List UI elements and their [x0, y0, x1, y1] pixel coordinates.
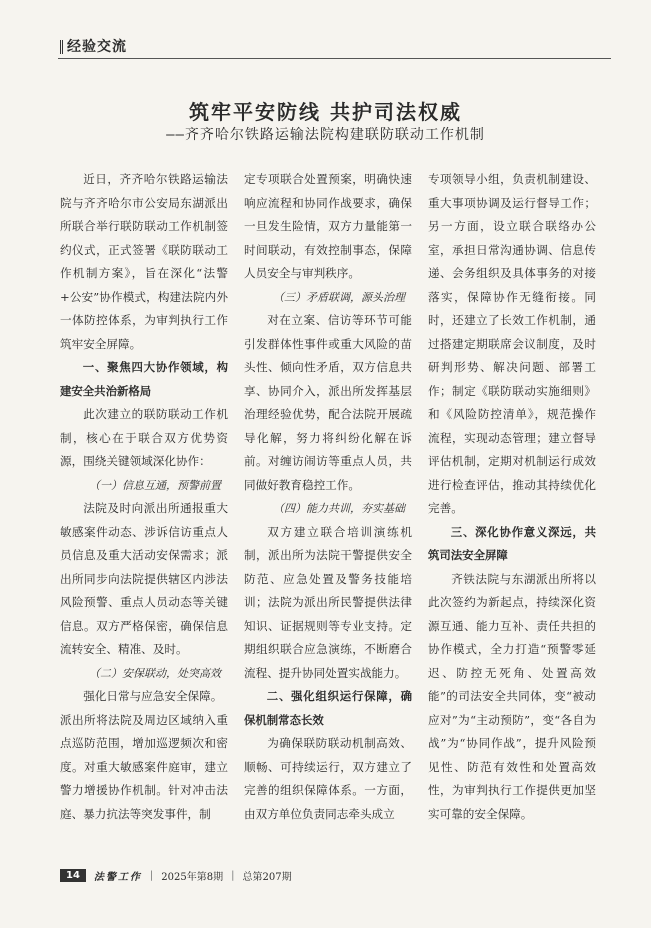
article-subtitle: ——齐齐哈尔铁路运输法院构建联防联动工作机制 — [166, 127, 485, 143]
paragraph: 专项领导小组，负责机制建设、重大事项协调及运行督导工作；另一方面，设立联合联络办公室，承担日常沟通协调、信息传递、会务组织及具体事务的对接落实，保障协作无缝衔接。同时，还建立了长效工作机制，通过搭建定期联席会议制度，及时研判形势、解决问题、部署工作；制定《联防联动实施细则》和《风险防控清单》，规范操作流程，实现动态管理；建立督导评估机制，定期对机制运行成效进行检查评估，推动其持续优化完善。 — [428, 172, 596, 515]
journal-name: 法警工作 — [93, 872, 142, 883]
section-heading-3: 三、深化协作意义深远，共筑司法安全屏障 — [428, 524, 596, 562]
article-title: 筑牢平安防线 共护司法权威 — [189, 100, 462, 124]
paragraph: 近日，齐齐哈尔铁路运输法院与齐齐哈尔市公安局东湖派出所联合举行联防联动工作机制签约仪式，正式签署《联防联动工作机制方案》，旨在深化“法警+公安”协作模式，构建法院内外一体防控体系，为审判执行工作筑牢安全屏障。 — [60, 172, 228, 351]
paragraph: 双方建立联合培训演练机制，派出所为法院干警提供安全防范、应急处置及警务技能培训；法院为派出所民警提供法律知识、证据规则等专业支持。定期组织联合应急演练，不断磨合流程、提升协同处置实战能力。 — [244, 524, 412, 680]
page-number: 14 — [60, 869, 86, 882]
column-3 — [428, 168, 596, 826]
paragraph: 齐铁法院与东湖派出所将以此次签约为新起点，持续深化资源互通、能力互补、责任共担的协作模式，全力打造“预警零延迟、防控无死角、处置高效能”的司法安全共同体，变“被动应对”为“主动预防”，变“各自为战”为“协同作战”，提升风险预见性、防范有效性和处置高效性，为审判执行工作提供更加坚实可靠的安全保障。 — [428, 571, 596, 821]
subheading: （四）能力共训，夯实基础 — [273, 502, 405, 515]
section-label: 经验交流 — [60, 40, 127, 54]
paragraph: 法院及时向派出所通报重大敏感案件动态、涉诉信访重点人员信息及重大活动安保需求；派出所同步向法院提供辖区内涉法风险预警、重点人员动态等关键信息。双方严格保密，确保信息流转安全、精准、及时。 — [60, 501, 228, 656]
divider: | — [231, 870, 235, 881]
subheading: （一）信息互通，预警前置 — [89, 478, 221, 492]
subheading: （二）安保联动，处突高效 — [89, 666, 221, 680]
column-2 — [244, 168, 412, 826]
issue-label: 2025年第8期 — [161, 872, 224, 883]
paragraph: 定专项联合处置预案，明确快速响应流程和协同作战要求，确保一旦发生险情，双方力量能第一时间联动，有效控制事态，保障人员安全与审判秩序。 — [244, 172, 412, 280]
paragraph: 对在立案、信访等环节可能引发群体性事件或重大风险的苗头性、倾向性矛盾，双方信息共享、协同介入，派出所发挥基层治理经验优势，配合法院开展疏导化解，努力将纠纷化解在诉前。对缠访闹访等重点人员，共同做好教育稳控工作。 — [244, 313, 412, 492]
page-footer — [60, 868, 292, 883]
paragraph: 为确保联防联动机制高效、顺畅、可持续运行，双方建立了完善的组织保障体系。一方面，由双方单位负责同志牵头成立 — [244, 736, 412, 821]
section-heading-2: 二、强化组织运行保障，确保机制常态长效 — [244, 689, 412, 727]
paragraph: 派出所将法院及周边区域纳入重点巡防范围，增加巡逻频次和密度。对重大敏感案件庭审，建立警力增援协作机制。针对冲击法庭、暴力抗法等突发事件，制 — [60, 712, 228, 821]
divider: | — [149, 870, 154, 881]
subheading: （三）矛盾联调，源头治理 — [273, 290, 405, 304]
paragraph: 强化日常与应急安全保障。 — [83, 689, 223, 703]
section-heading-1: 一、聚焦四大协作领域，构建安全共治新格局 — [60, 360, 228, 398]
paragraph: 此次建立的联防联动工作机制，核心在于联合双方优势资源，围绕关键领域深化协作： — [60, 407, 228, 468]
total-issue-label: 总第207期 — [242, 872, 292, 883]
header-rule — [58, 58, 611, 59]
column-1 — [60, 168, 228, 826]
